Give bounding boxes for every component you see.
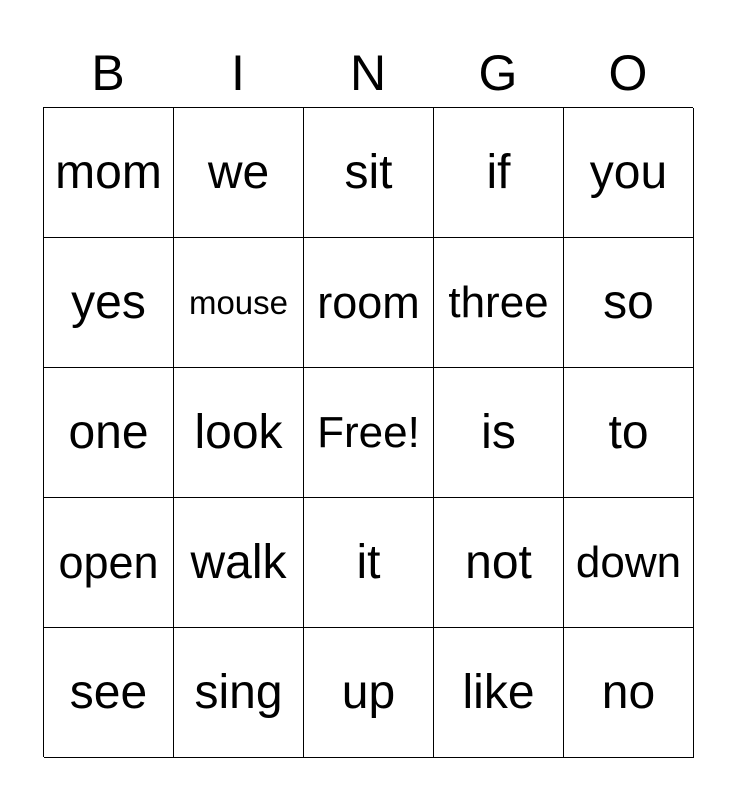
bingo-cell-r1-c5[interactable]: you bbox=[564, 108, 694, 238]
bingo-cell-r3-c5[interactable]: to bbox=[564, 368, 694, 498]
header-letter-b: B bbox=[91, 45, 125, 101]
bingo-cell-r2-c5[interactable]: so bbox=[564, 238, 694, 368]
bingo-cell-r1-c3[interactable]: sit bbox=[304, 108, 434, 238]
header-letter-n: N bbox=[349, 45, 387, 101]
bingo-cell-r5-c5[interactable]: no bbox=[564, 628, 694, 758]
header-letter-g: G bbox=[478, 45, 518, 101]
bingo-cell-r4-c4[interactable]: not bbox=[434, 498, 564, 628]
bingo-board bbox=[43, 107, 693, 757]
bingo-free-space[interactable]: Free! bbox=[304, 368, 434, 498]
header-letter-i: I bbox=[231, 45, 245, 101]
bingo-cell-r2-c3[interactable]: room bbox=[304, 238, 434, 368]
bingo-cell-r1-c2[interactable]: we bbox=[174, 108, 304, 238]
bingo-cell-r5-c4[interactable]: like bbox=[434, 628, 564, 758]
bingo-cell-r3-c4[interactable]: is bbox=[434, 368, 564, 498]
bingo-cell-r1-c4[interactable]: if bbox=[434, 108, 564, 238]
bingo-cell-r2-c4[interactable]: three bbox=[434, 238, 564, 368]
bingo-cell-r2-c2[interactable]: mouse bbox=[174, 238, 304, 368]
bingo-cell-r3-c1[interactable]: one bbox=[44, 368, 174, 498]
bingo-cell-r4-c3[interactable]: it bbox=[304, 498, 434, 628]
bingo-cell-r1-c1[interactable]: mom bbox=[44, 108, 174, 238]
bingo-header bbox=[43, 38, 693, 108]
bingo-cell-r5-c1[interactable]: see bbox=[44, 628, 174, 758]
bingo-cell-r4-c2[interactable]: walk bbox=[174, 498, 304, 628]
bingo-cell-r5-c2[interactable]: sing bbox=[174, 628, 304, 758]
bingo-cell-r4-c1[interactable]: open bbox=[44, 498, 174, 628]
bingo-cell-r4-c5[interactable]: down bbox=[564, 498, 694, 628]
header-letter-o: O bbox=[608, 45, 648, 101]
bingo-cell-r5-c3[interactable]: up bbox=[304, 628, 434, 758]
bingo-cell-r3-c2[interactable]: look bbox=[174, 368, 304, 498]
bingo-cell-r2-c1[interactable]: yes bbox=[44, 238, 174, 368]
